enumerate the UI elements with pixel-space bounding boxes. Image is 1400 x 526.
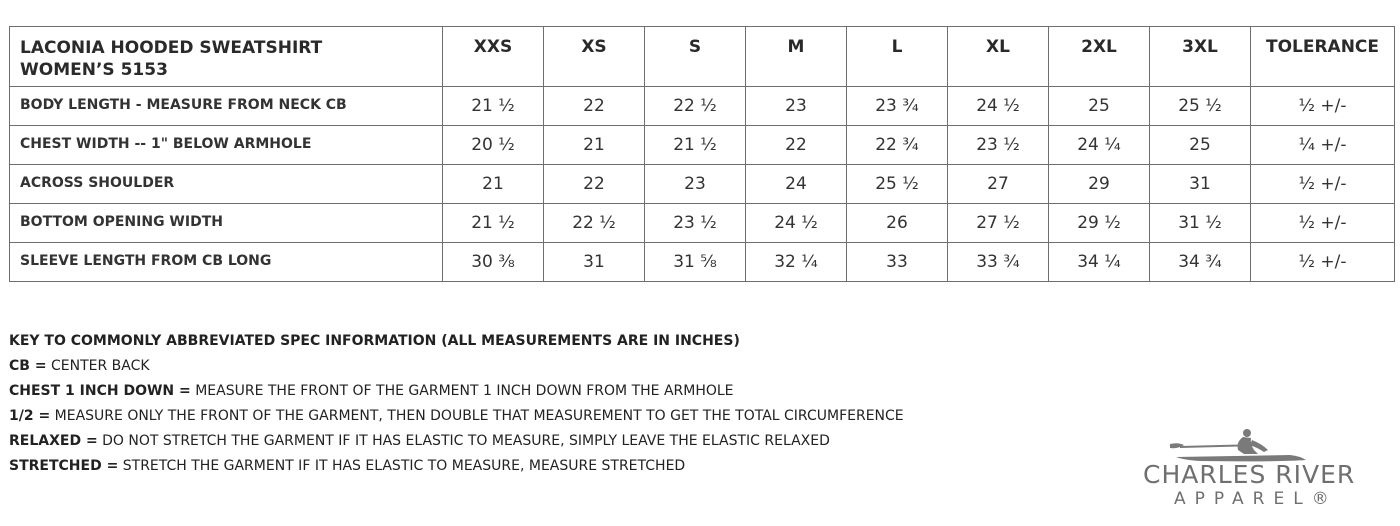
measurement-cell: 23: [746, 87, 847, 126]
key-definition: STRETCH THE GARMENT IF IT HAS ELASTIC TO MEASURE, MEASURE STRETCHED: [118, 458, 686, 474]
table-row: [10, 126, 1395, 165]
table-row: [10, 243, 1395, 282]
key-item: [9, 355, 904, 380]
size-header-m: M: [746, 27, 847, 87]
key-term: 1/2 =: [9, 408, 51, 424]
tolerance-cell: ½ +/-: [1251, 204, 1395, 243]
size-header-s: S: [645, 27, 746, 87]
tolerance-cell: ½ +/-: [1251, 87, 1395, 126]
key-item: [9, 455, 904, 480]
measurement-cell: 24 ¼: [1049, 126, 1150, 165]
measurement-label: CHEST WIDTH -- 1" BELOW ARMHOLE: [10, 126, 443, 165]
measurement-cell: 24 ½: [746, 204, 847, 243]
table-row: [10, 204, 1395, 243]
measurement-cell: 21 ½: [443, 87, 544, 126]
measurement-cell: 31: [1150, 165, 1251, 204]
key-item: [9, 430, 904, 455]
table-row: [10, 87, 1395, 126]
size-header-2xl: 2XL: [1049, 27, 1150, 87]
measurement-cell: 23 ½: [645, 204, 746, 243]
key-term: CB =: [9, 358, 47, 374]
measurement-cell: 29 ½: [1049, 204, 1150, 243]
measurement-cell: 23 ½: [948, 126, 1049, 165]
measurement-cell: 23: [645, 165, 746, 204]
size-header-xxs: XXS: [443, 27, 544, 87]
abbreviation-key: [9, 330, 904, 480]
measurement-cell: 24: [746, 165, 847, 204]
measurement-cell: 31 ⅝: [645, 243, 746, 282]
size-header-3xl: 3XL: [1150, 27, 1251, 87]
table-header-row: [10, 27, 1395, 87]
table-row: [10, 165, 1395, 204]
key-definition: CENTER BACK: [46, 358, 150, 374]
size-spec-table: [9, 26, 1395, 282]
measurement-cell: 23 ¾: [847, 87, 948, 126]
key-term: RELAXED =: [9, 433, 98, 449]
garment-title-line2: WOMEN’S 5153: [20, 60, 168, 80]
measurement-cell: 29: [1049, 165, 1150, 204]
key-item: [9, 405, 904, 430]
measurement-cell: 20 ½: [443, 126, 544, 165]
measurement-cell: 27: [948, 165, 1049, 204]
garment-title: [10, 27, 443, 87]
measurement-cell: 33: [847, 243, 948, 282]
measurement-cell: 22 ½: [645, 87, 746, 126]
key-term: CHEST 1 INCH DOWN =: [9, 383, 191, 399]
measurement-label: ACROSS SHOULDER: [10, 165, 443, 204]
measurement-label: BODY LENGTH - MEASURE FROM NECK CB: [10, 87, 443, 126]
size-header-l: L: [847, 27, 948, 87]
measurement-cell: 31 ½: [1150, 204, 1251, 243]
measurement-label: SLEEVE LENGTH FROM CB LONG: [10, 243, 443, 282]
brand-subtitle: APPAREL®: [1174, 489, 1338, 509]
key-item: [9, 380, 904, 405]
measurement-cell: 24 ½: [948, 87, 1049, 126]
measurement-cell: 22 ½: [544, 204, 645, 243]
measurement-cell: 32 ¼: [746, 243, 847, 282]
measurement-cell: 25 ½: [847, 165, 948, 204]
key-definition: MEASURE ONLY THE FRONT OF THE GARMENT, THEN DOUBLE THAT MEASUREMENT TO GET THE TOTAL CIRCUMFERENCE: [50, 408, 904, 424]
measurement-cell: 22: [544, 165, 645, 204]
size-header-xs: XS: [544, 27, 645, 87]
brand-name: CHARLES RIVER: [1143, 460, 1356, 489]
measurement-cell: 33 ¾: [948, 243, 1049, 282]
tolerance-cell: ½ +/-: [1251, 243, 1395, 282]
measurement-cell: 26: [847, 204, 948, 243]
measurement-cell: 21 ½: [645, 126, 746, 165]
key-term: STRETCHED =: [9, 458, 119, 474]
measurement-cell: 22 ¾: [847, 126, 948, 165]
measurement-cell: 27 ½: [948, 204, 1049, 243]
measurement-cell: 22: [544, 87, 645, 126]
brand-logo: [1140, 426, 1360, 516]
measurement-cell: 21: [443, 165, 544, 204]
measurement-cell: 34 ¼: [1049, 243, 1150, 282]
measurement-cell: 31: [544, 243, 645, 282]
size-header-xl: XL: [948, 27, 1049, 87]
tolerance-cell: ½ +/-: [1251, 165, 1395, 204]
measurement-cell: 25: [1049, 87, 1150, 126]
garment-title-line1: LACONIA HOODED SWEATSHIRT: [20, 38, 323, 58]
measurement-label: BOTTOM OPENING WIDTH: [10, 204, 443, 243]
measurement-cell: 21 ½: [443, 204, 544, 243]
tolerance-header: TOLERANCE: [1251, 27, 1395, 87]
measurement-cell: 34 ¾: [1150, 243, 1251, 282]
key-definition: MEASURE THE FRONT OF THE GARMENT 1 INCH DOWN FROM THE ARMHOLE: [190, 383, 734, 399]
key-definition: DO NOT STRETCH THE GARMENT IF IT HAS ELASTIC TO MEASURE, SIMPLY LEAVE THE ELASTIC RELAXED: [97, 433, 830, 449]
measurement-cell: 22: [746, 126, 847, 165]
key-heading: KEY TO COMMONLY ABBREVIATED SPEC INFORMATION (ALL MEASUREMENTS ARE IN INCHES): [9, 333, 740, 349]
measurement-cell: 21: [544, 126, 645, 165]
measurement-cell: 30 ⅜: [443, 243, 544, 282]
tolerance-cell: ¼ +/-: [1251, 126, 1395, 165]
measurement-cell: 25 ½: [1150, 87, 1251, 126]
measurement-cell: 25: [1150, 126, 1251, 165]
